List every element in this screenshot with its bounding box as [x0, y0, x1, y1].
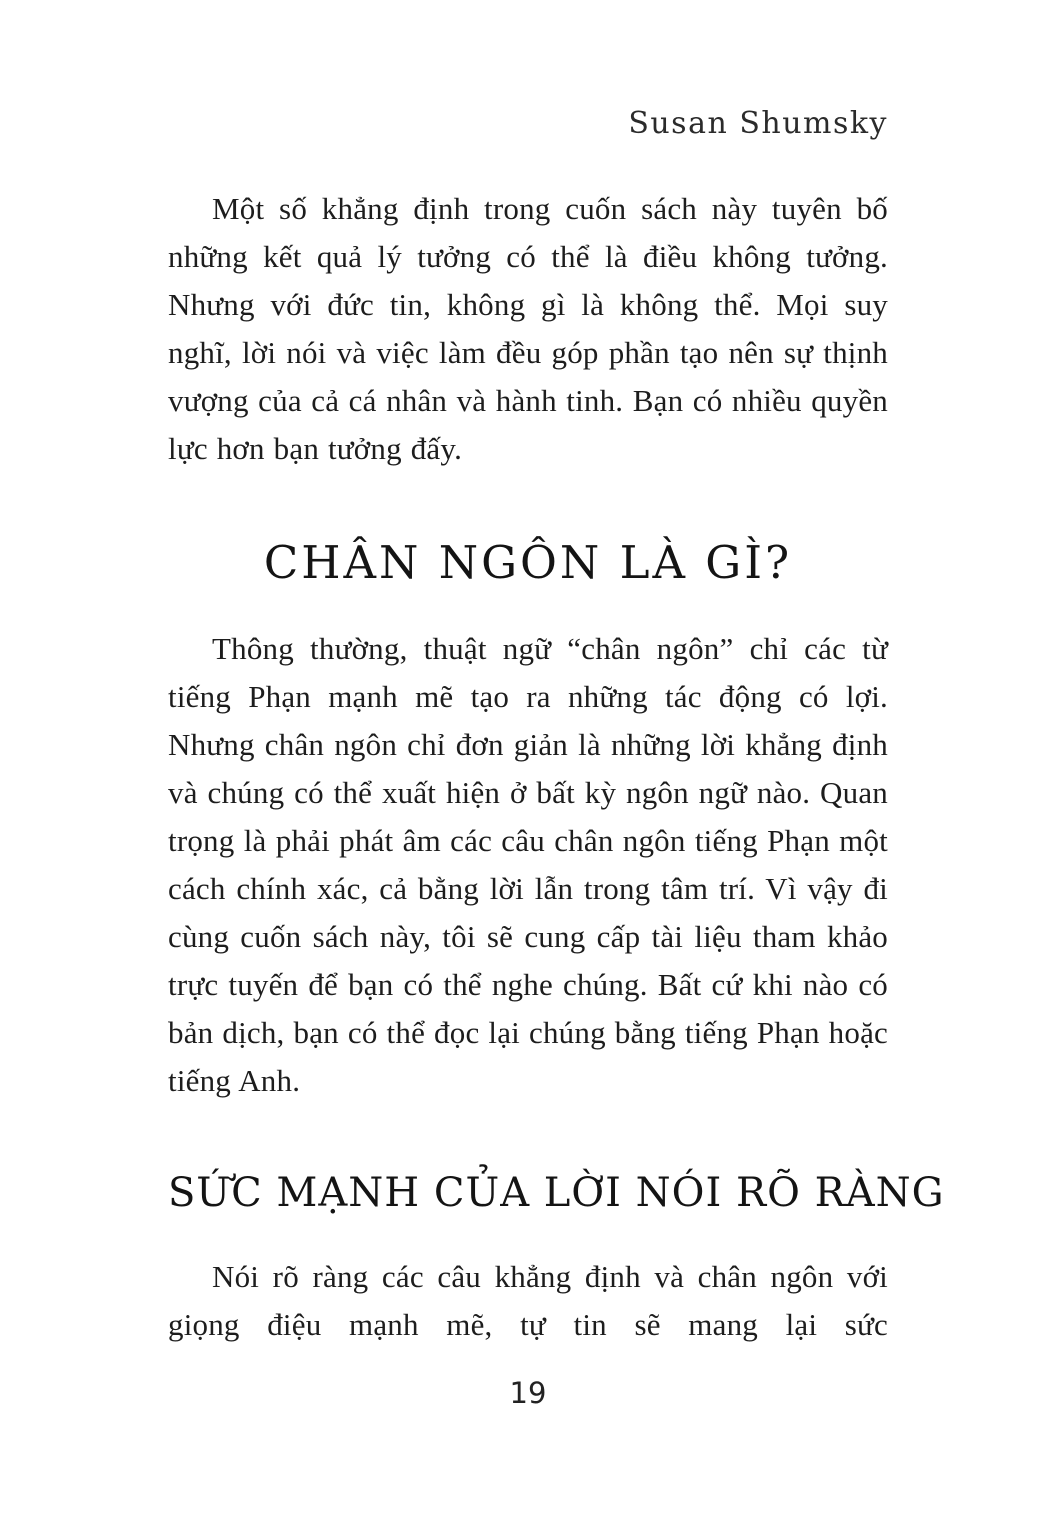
section2-paragraph: Nói rõ ràng các câu khẳng định và chân ngôn với giọng điệu mạnh mẽ, tự tin sẽ mang lại sức: [168, 1259, 888, 1342]
section-heading-power-of-clear-speech: SỨC MẠNH CỦA LỜI NÓI RÕ RÀNG: [168, 1170, 945, 1216]
section1-paragraph: Thông thường, thuật ngữ “chân ngôn” chỉ các từ tiếng Phạn mạnh mẽ tạo ra những tác động có lợi. Nhưng chân ngôn chỉ đơn giản là những lời khẳng định và chúng có thể xuất hiện ở bất kỳ ngôn ngữ nào. Quan trọng là phải phát âm các câu chân ngôn tiếng Phạn một cách chính xác, cả bằng lời lẫn trong tâm trí. Vì vậy đi cùng cuốn sách này, tôi sẽ cung cấp tài liệu tham khảo trực tuyến để bạn có thể nghe chúng. Bất cứ khi nào có bản dịch, bạn có thể đọc lại chúng bằng tiếng Phạn hoặc tiếng Anh.: [168, 631, 888, 1098]
section-heading-what-is-mantra: CHÂN NGÔN LÀ GÌ?: [263, 536, 793, 589]
running-header-author: Susan Shumsky: [628, 106, 888, 141]
page-number: 19: [509, 1376, 547, 1410]
intro-paragraph: Một số khẳng định trong cuốn sách này tuyên bố những kết quả lý tưởng có thể là điều không tưởng. Nhưng với đức tin, không gì là không thể. Mọi suy nghĩ, lời nói và việc làm đều góp phần tạo nên sự thịnh vượng của cả cá nhân và hành tinh. Bạn có nhiều quyền lực hơn bạn tưởng đấy.: [168, 191, 888, 466]
